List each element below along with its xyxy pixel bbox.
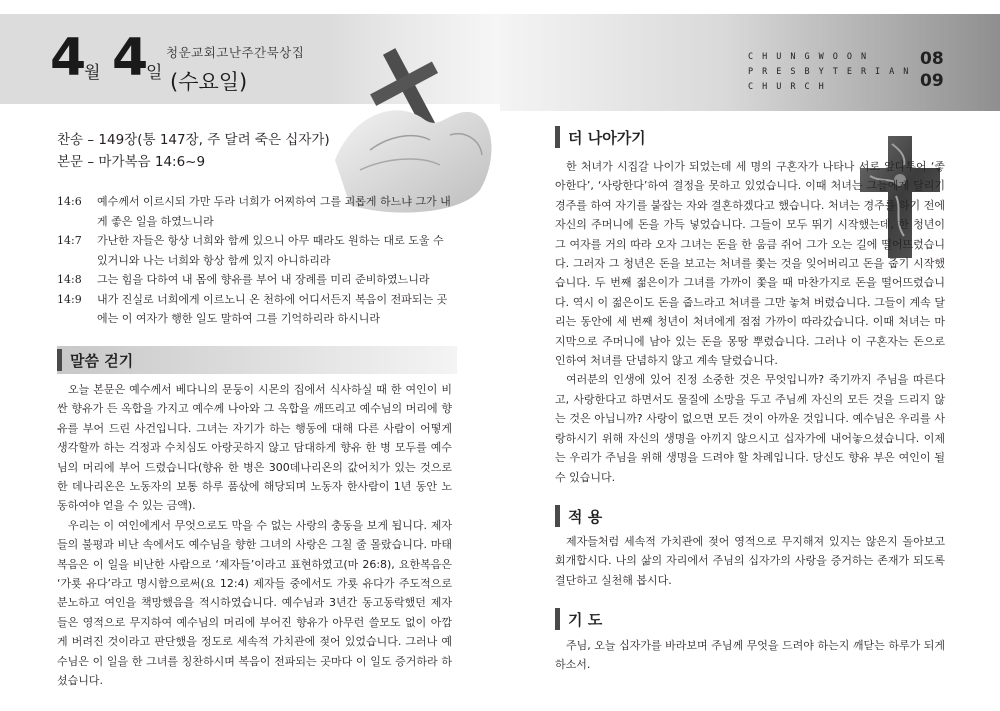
paragraph: 여러분의 인생에 있어 진정 소중한 것은 무엇입니까? 죽기까지 주님을 따른다고, 사랑한다고 하면서도 물질에 소망을 두고 주님께 자신의 모든 것을 드리지 않는 것은 아닙니까? 사랑이 없으면 모든 것이 아까운 것입니다. 예수님은 우리를 사랑하시기 위해 자신의 생명을 아끼지 않으시고 십자가에 내어놓으셨습니다. 이제는 우리가 주님을 위해 생명을 드려야 할 차례입니다. 당신도 향유 부은 여인이 될 수 있습니다. — [555, 373, 945, 484]
prayer-heading — [555, 606, 602, 632]
section-marker — [555, 505, 560, 527]
going-further-body — [555, 157, 945, 487]
scripture-verses — [57, 192, 452, 329]
verse-row — [57, 290, 452, 329]
day-number: 4 — [112, 28, 147, 88]
section-marker — [57, 349, 62, 371]
month-unit: 월 — [84, 63, 101, 83]
verse-text: 가난한 자들은 항상 너희와 함께 있으니 아무 때라도 원하는 대로 도울 수 있거니와 나는 너희와 항상 함께 있지 아니하리라 — [97, 234, 444, 267]
paragraph: 제자들처럼 세속적 가치관에 젖어 영적으로 무지해져 있지는 않은지 돌아보고 회개합시다. 나의 삶의 자리에서 주님의 십자가의 사랑을 증거하는 존재가 되도록 결단하고 실천해 봅시다. — [555, 535, 945, 587]
section-marker — [555, 608, 560, 630]
paragraph: 주님, 오늘 십자가를 바라보며 주님께 무엇을 드려야 하는지 깨닫는 하루가 되게 하소서. — [555, 639, 945, 672]
page-numbers — [920, 48, 944, 92]
verse-number: 14:7 — [57, 234, 82, 247]
apply-body — [555, 532, 945, 590]
paragraph: 오늘 본문은 예수께서 베다니의 문둥이 시몬의 집에서 식사하실 때 한 여인이 비싼 향유가 든 옥합을 가지고 예수께 나아와 그 옥합을 깨뜨리고 예수님의 머리에 향유를 부어 드린 사건입니다. 그녀는 자기가 하는 행동에 대해 다른 사람이 어떻게 생각할까 하는 걱정과 수치심도 아랑곳하지 않고 담대하게 향유 한 병 모두를 예수님의 머리에 부어 드렸습니다(향유 한 병은 300데나리온의 값어치가 있는 것으로 한 데나리온은 노동자의 보통 하루 품삯에 해당되며 노동자 한사람이 1년 동안 노동하여야 얻을 수 있는 금액). — [57, 383, 452, 513]
paragraph: 우리는 이 여인에게서 무엇으로도 막을 수 없는 사랑의 충동을 보게 됩니다. 제자들의 불평과 비난 속에서도 예수님을 향한 그녀의 사랑은 그칠 줄 몰랐습니다. 마태복음은 이 일을 비난한 사람으로 ‘제자들’이라고 표현하였고(마 26:8), 요한복음은 ‘가룟 유다’라고 명시함으로써(요 12:4) 제자들 중에서도 가룟 유다가 주도적으로 분노하고 여인을 책망했음을 적시하였습니다. 예수님과 3년간 동고동락했던 제자들은 영적으로 무지하여 예수님의 머리에 부어진 향유가 아무런 쓸모도 없이 아깝게 버려진 것이라고 판단했을 정도로 세속적 가치관에 젖어 있었습니다. 그러나 예수님은 이 일을 한 그녀를 칭찬하시며 복음이 전파되는 곳마다 이 일도 증거하라 하셨습니다. — [57, 518, 452, 688]
hymn-line: 찬송 – 149장(통 147장, 주 달려 죽은 십자가) — [57, 132, 330, 148]
scripture-line: 본문 – 마가복음 14:6~9 — [57, 154, 206, 170]
verse-row — [57, 231, 452, 270]
section-title: 말씀 걷기 — [70, 351, 134, 370]
section-title: 더 나아가기 — [568, 128, 646, 147]
going-further-heading — [555, 124, 646, 150]
verse-number: 14:8 — [57, 273, 82, 286]
day-unit: 일 — [146, 63, 163, 83]
church-line-1: CHUNGWOON — [748, 52, 876, 62]
verse-row — [57, 270, 452, 290]
hymn-and-text — [57, 129, 330, 173]
month-number: 4 — [50, 28, 85, 88]
section-marker — [555, 126, 560, 148]
verse-text: 그는 힘을 다하여 내 몸에 향유를 부어 내 장례를 미리 준비하였느니라 — [97, 273, 430, 286]
prayer-body — [555, 636, 945, 675]
church-line-2: PRESBYTERIAN — [748, 67, 918, 77]
page-number-right: 09 — [920, 71, 944, 91]
verse-number: 14:6 — [57, 195, 82, 208]
verse-row — [57, 192, 452, 231]
page-number-left: 08 — [920, 49, 944, 69]
paragraph: 한 처녀가 시집갈 나이가 되었는데 세 명의 구혼자가 나타나 서로 앞다투어 ‘좋아한다’, ‘사랑한다’하여 결정을 못하고 있었습니다. 이때 처녀는 그들에게 달리기 경주를 하여 자기를 붙잡는 자와 결혼하겠다고 했습니다. 처녀는 경주를 하기 전에 자신의 주머니에 돈을 가득 넣었습니다. 그들이 모두 뛰기 시작했는데, 한 청년이 그 여자를 거의 따라 오자 그녀는 돈을 한 움큼 쥐어 그가 오는 길에 떨어뜨렸습니다. 그러자 그 청년은 돈을 보고는 처녀를 쫓는 것을 잊어버리고 돈을 줍기 시작했습니다. 두 번째 젊은이가 그녀를 가까이 쫓을 때 마찬가지로 돈을 떨어뜨렸습니다. 역시 이 젊은이도 돈을 줍느라고 처녀를 그만 놓쳐 버렸습니다. 그들이 계속 달리는 동안에 세 번째 청년이 처녀에게 점점 가까이 따라갔습니다. 이때 처녀는 마지막으로 주머니에 남아 있는 돈을 몽땅 뿌렸습니다. 그러나 이 구혼자는 돈으로 인하여 처녀를 단념하지 않고 계속 달렸습니다. — [555, 160, 945, 368]
section-title: 적 용 — [568, 507, 603, 526]
word-walk-heading — [57, 347, 133, 373]
booklet-subtitle: 청운교회고난주간묵상집 — [166, 45, 305, 60]
section-title: 기 도 — [568, 610, 603, 629]
word-walk-body — [57, 380, 452, 691]
weekday: (수요일) — [170, 70, 248, 94]
church-line-3: CHURCH — [748, 82, 833, 92]
verse-number: 14:9 — [57, 292, 82, 306]
verse-text: 예수께서 이르시되 가만 두라 너희가 어찌하여 그를 괴롭게 하느냐 그가 내게 좋은 일을 하였느니라 — [97, 195, 451, 228]
church-name — [748, 50, 918, 95]
verse-text: 내가 진실로 너희에게 이르노니 온 천하에 어디서든지 복음이 전파되는 곳에는 이 여자가 행한 일도 말하여 그를 기억하리라 하시니라 — [97, 292, 448, 325]
apply-heading — [555, 503, 602, 529]
